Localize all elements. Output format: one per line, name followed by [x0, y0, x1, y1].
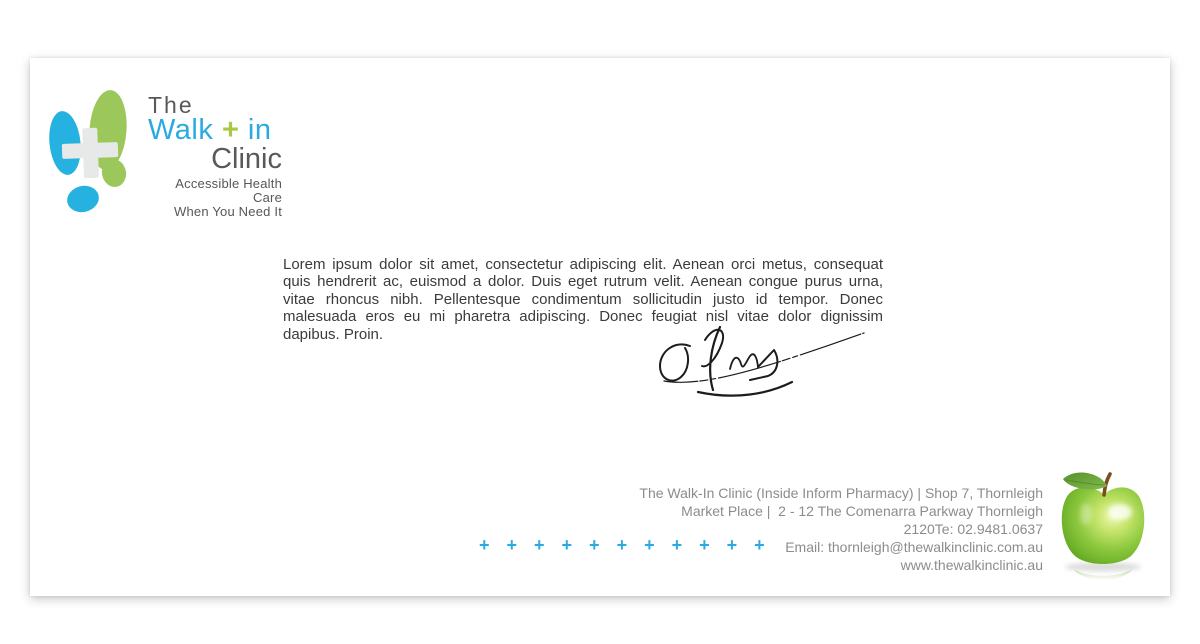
decorative-plus-row: + + + + + + + + + + + — [479, 535, 765, 555]
logo-tagline-line2: When You Need It — [174, 204, 282, 219]
logo-the: The — [148, 92, 194, 118]
logo-in: in — [239, 114, 272, 146]
footprints-cross-icon — [48, 86, 144, 218]
logo-wordmark — [148, 94, 282, 219]
footer-address-line1: The Walk-In Clinic (Inside Inform Pharmacy) | Shop 7, Thornleigh — [639, 485, 1043, 501]
footer-contact-block — [573, 484, 1043, 574]
letterhead-page — [30, 58, 1170, 596]
logo-plus-glyph: + — [221, 114, 240, 146]
footer-phone-line: 2120Te: 02.9481.0637 — [903, 521, 1043, 537]
logo-tagline-line1: Accessible Health Care — [175, 176, 282, 205]
letter-body-paragraph: Lorem ipsum dolor sit amet, consectetur adipiscing elit. Aenean orci metus, consequat quis hendrerit ac, euismod a dolor. Duis eget rutrum velit. Aenean congue purus urna, vitae rhoncus nibh. Pellentesque condimentum sollicitudin justo id tempor. Donec malesuada eros eu mi pharetra adipiscing. Donec feugiat nisl vitae dolor dignissim dapibus. Proin. — [283, 256, 883, 343]
green-apple-image — [1058, 470, 1150, 590]
footer-website-line: www.thewalkinclinic.au — [900, 557, 1043, 573]
footer-email-line: Email: thornleigh@thewalkinclinic.com.au — [785, 539, 1043, 555]
logo-walk-in — [148, 116, 282, 145]
handwritten-signature — [650, 324, 868, 400]
logo-walk: Walk — [148, 114, 222, 146]
footer-address-line2: Market Place | 2 - 12 The Comenarra Parkway Thornleigh — [681, 503, 1043, 519]
logo-clinic: Clinic — [211, 143, 282, 175]
